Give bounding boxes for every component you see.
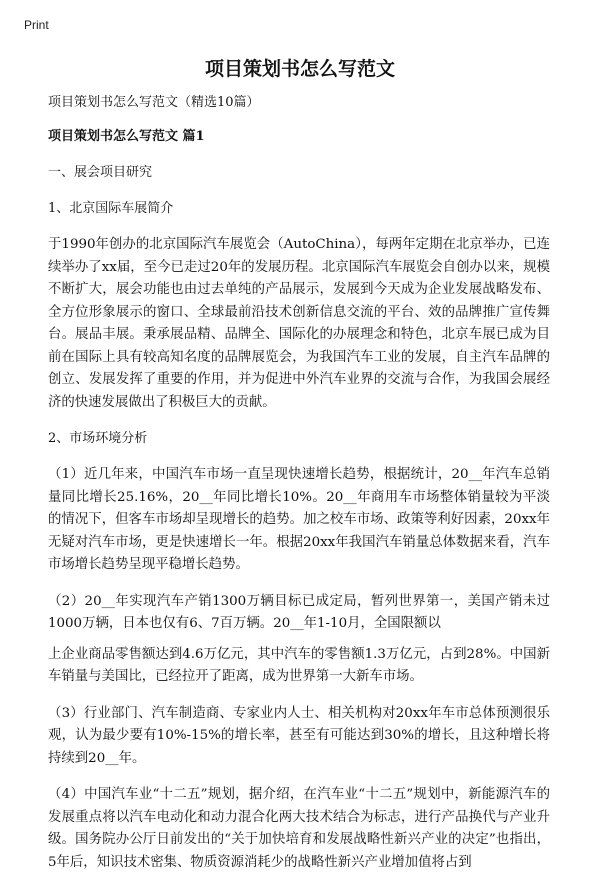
article-body	[48, 92, 550, 888]
section-heading: 一、展会项目研究	[48, 165, 153, 180]
paragraph-6: （4）中国汽车业“十二五”规划，据介绍，在汽车业“十二五”规划中，新能源汽车的发展重点将以汽车电动化和动力混合化两大技术结合为标志，进行产品换代与产业升级。国务院办公厅日前发出的“关于加快培育和发展战略性新兴产业的决定”也指出，5年后，知识技术密集、物质资源消耗少的战略性新兴产业增加值将占到	[48, 787, 550, 870]
subsection-heading-2: 2、市场环境分析	[48, 431, 148, 446]
paragraph-5: （3）行业部门、汽车制造商、专家业内人士、相关机构对20xx年车市总体预测很乐观，认为最少要有10%-15%的增长率，甚至有可能达到30%的增长，且这种增长将持续到20__年。	[48, 705, 550, 766]
paragraph-3: （2）20__年实现汽车产销1300万辆目标已成定局，暂列世界第一，美国产销未过1000万辆，日本也仅有6、7百万辆。20__年1-10月，全国限额以	[48, 593, 550, 631]
paragraph-4: 上企业商品零售额达到4.6万亿元，其中汽车的零售额1.3万亿元，占到28%。中国新车销量与美国比，已经拉开了距离，成为世界第一大新车市场。	[48, 646, 550, 684]
article-heading: 项目策划书怎么写范文 篇1	[48, 129, 205, 144]
subsection-heading-1: 1、北京国际车展简介	[48, 201, 174, 216]
paragraph-2: （1）近几年来，中国汽车市场一直呈现快速增长趋势，根据统计，20__年汽车总销量同比增长25.16%，20__年同比增长10%。20__年商用车市场整体销量较为平淡的情况下，但客车市场却呈现增长的趋势。加之校车市场、政策等利好因素，20xx年无疑对汽车市场，更是快速增长一年。根据20xx年我国汽车销量总体数据来看，汽车市场增长趋势呈现平稳增长趋势。	[48, 467, 550, 572]
print-link[interactable]: Print	[24, 18, 49, 32]
article-subtitle: 项目策划书怎么写范文（精选10篇）	[48, 95, 260, 110]
page-title: 项目策划书怎么写范文	[204, 58, 395, 80]
paragraph-1: 于1990年创办的北京国际汽车展览会（AutoChina），每两年定期在北京举办，已连续举办了xx届，至今已走过20年的发展历程。北京国际汽车展览会自创办以来，规模不断扩大，展会功能也由过去单纯的产品展示，发展到今天成为企业发展战略发布、全方位形象展示的窗口、全球最前沿技术创新信息交流的平台、效的品牌推广宣传舞台。展品丰展。秉承展品精、品牌全、国际化的办展理念和特色，北京车展已成为目前在国际上具有较高知名度的品牌展览会，为我国汽车工业的发展，自主汽车品牌的创立、发展发挥了重要的作用，并为促进中外汽车业界的交流与合作，为我国会展经济的快速发展做出了积极巨大的贡献。	[48, 237, 550, 410]
